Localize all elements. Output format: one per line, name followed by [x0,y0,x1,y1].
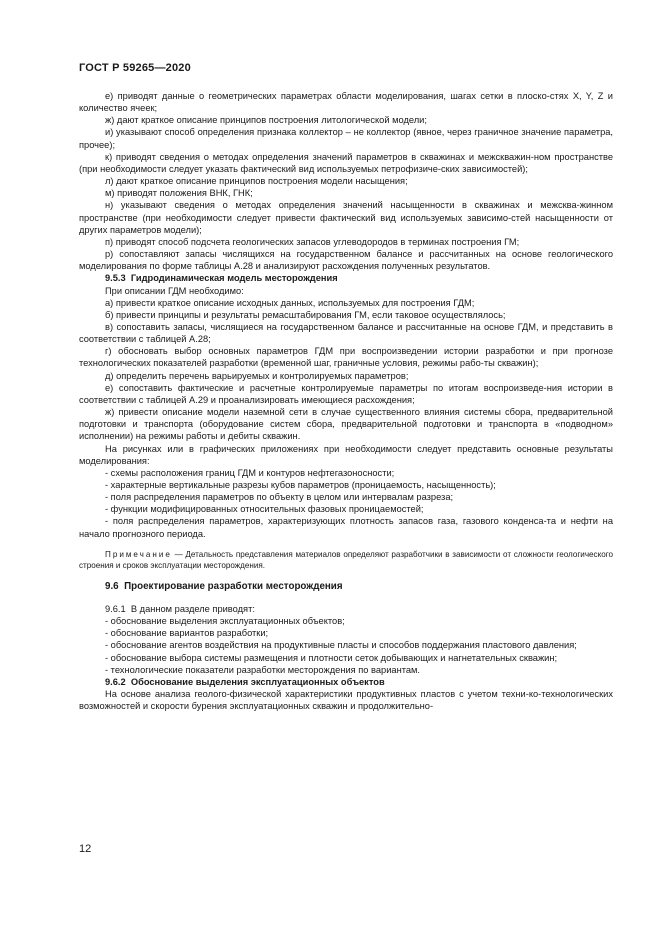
dash-item: - функции модифицированных относительных фазовых проницаемостей; [105,504,424,515]
dash-item: - обоснование выбора системы размещения и плотности сеток добывающих и нагнетательных скважин; [105,652,558,663]
list-item: г) обосновать выбор основных параметров ГДМ при воспроизведении истории разработки и при прогнозе технологических показателей разработки (временной шаг, граничные условия, режимы рабо-ты скважин); [79,346,613,369]
list-item: в) сопоставить запасы, числящиеся на государственном балансе и рассчитанные на основе ГДМ, и представить в соответствии с таблицей А.28; [79,321,613,345]
dash-item: - обоснование выделения эксплуатационных объектов; [105,616,345,627]
dash-item: - технологические показатели разработки месторождения по вариантам. [105,664,421,675]
list-item: д) определить перечень варьируемых и контролируемых параметров; [105,370,409,381]
note-text: — Детальность представления материалов определяют разработчики в зависимости от сложности геологического строения и сроков эксплуатации месторождения. [79,549,613,570]
list-item: а) привести краткое описание исходных данных, используемых для построения ГДМ; [105,297,475,308]
section-intro: В данном разделе приводят: [130,603,255,614]
note-label: Примечание [105,549,172,559]
paragraph [79,603,613,615]
list-item: ж) дают краткое описание принципов построения литологической модели; [105,115,427,126]
document-header: ГОСТ Р 59265—2020 [79,62,191,74]
dash-item: - обоснование агентов воздействия на продуктивные пласты и способов поддержания пластового давления; [105,640,577,651]
section-title: Проектирование разработки месторождения [124,580,343,592]
list-item: р) сопоставляют запасы числящихся на государственном балансе и рассчитанных на основе геологического моделирования по форме таблицы А.28 и анализируют расхождения полученных результатов. [79,249,613,272]
paragraph: На основе анализа геолого-физической характеристики продуктивных пластов с учетом техни-ко-технологических возможностей и скорости бурения эксплуатационных скважин и продолжительно- [79,689,613,712]
section-number: 9.5.3 [105,273,126,284]
list-item: е) приводят данные о геометрических параметрах области моделирования, шагах сетки в плоско-стях X, Y, Z и количество ячеек; [79,91,613,114]
list-item: н) указывают сведения о методах определения значений насыщенности в скважинах и межсква-жинном пространстве (при необходимости следует привести фактический вид используемых зависимо-стей насыщенности от других параметров модели); [79,200,613,235]
list-item: п) приводят способ подсчета геологических запасов углеводородов в терминах построения ГМ; [105,236,520,247]
page-body [79,90,613,712]
list-item: б) привести принципы и результаты ремасштабирования ГМ, если таковое осуществлялось; [105,309,506,320]
note [79,549,613,571]
paragraph: При описании ГДМ необходимо: [105,285,244,296]
list-item: ж) привести описание модели наземной сети в случае существенного влияния системы сбора, предварительной подготовки и транспорта (оборудование систем сбора, предварительной подготовки и транспорта в «подводном» исполнении) на режимы работы и дебиты скважин. [79,407,613,442]
list-item: л) дают краткое описание принципов построения модели насыщения; [105,176,408,187]
section-title: Обоснование выделения эксплуатационных объектов [130,676,385,687]
list-item: к) приводят сведения о методах определения значений параметров в скважинах и межскважин-ном пространстве (при необходимости следует указать фактический вид используемых петрофизиче-ских зависимостей); [79,151,613,174]
list-item: и) указывают способ определения признака коллектор – не коллектор (явное, через граничное значение параметра, прочее); [79,127,613,150]
list-item: м) приводят положения ВНК, ГНК; [105,188,253,199]
section-number: 9.6 [105,580,119,592]
section-heading-9-6 [79,581,613,593]
section-number: 9.6.2 [105,676,126,687]
section-heading-9-6-2 [79,676,613,688]
section-number: 9.6.1 [105,603,126,614]
section-title: Гидродинамическая модель месторождения [130,273,338,284]
dash-item: - характерные вертикальные разрезы кубов параметров (проницаемость, насыщенность); [105,480,496,490]
paragraph: На рисунках или в графических приложениях при необходимости следует представить основные результаты моделирования: [79,443,613,466]
dash-item: - поля распределения параметров по объекту в целом или интервалам разреза; [105,492,454,503]
dash-item: - поля распределения параметров, характеризующих плотность запасов газа, газового конденса-та и нефти на начало прогнозного периода. [79,516,613,539]
list-item: е) сопоставить фактические и расчетные контролируемые параметры по итогам воспроизведе-ния истории в соответствии с таблицей А.29 и проанализировать имеющиеся расхождения; [79,382,613,405]
dash-item: - схемы расположения границ ГДМ и контуров нефтегазоносности; [105,467,395,478]
dash-item: - обоснование вариантов разработки; [105,628,269,639]
page-number: 12 [79,843,92,855]
section-heading-9-5-3 [79,272,613,284]
